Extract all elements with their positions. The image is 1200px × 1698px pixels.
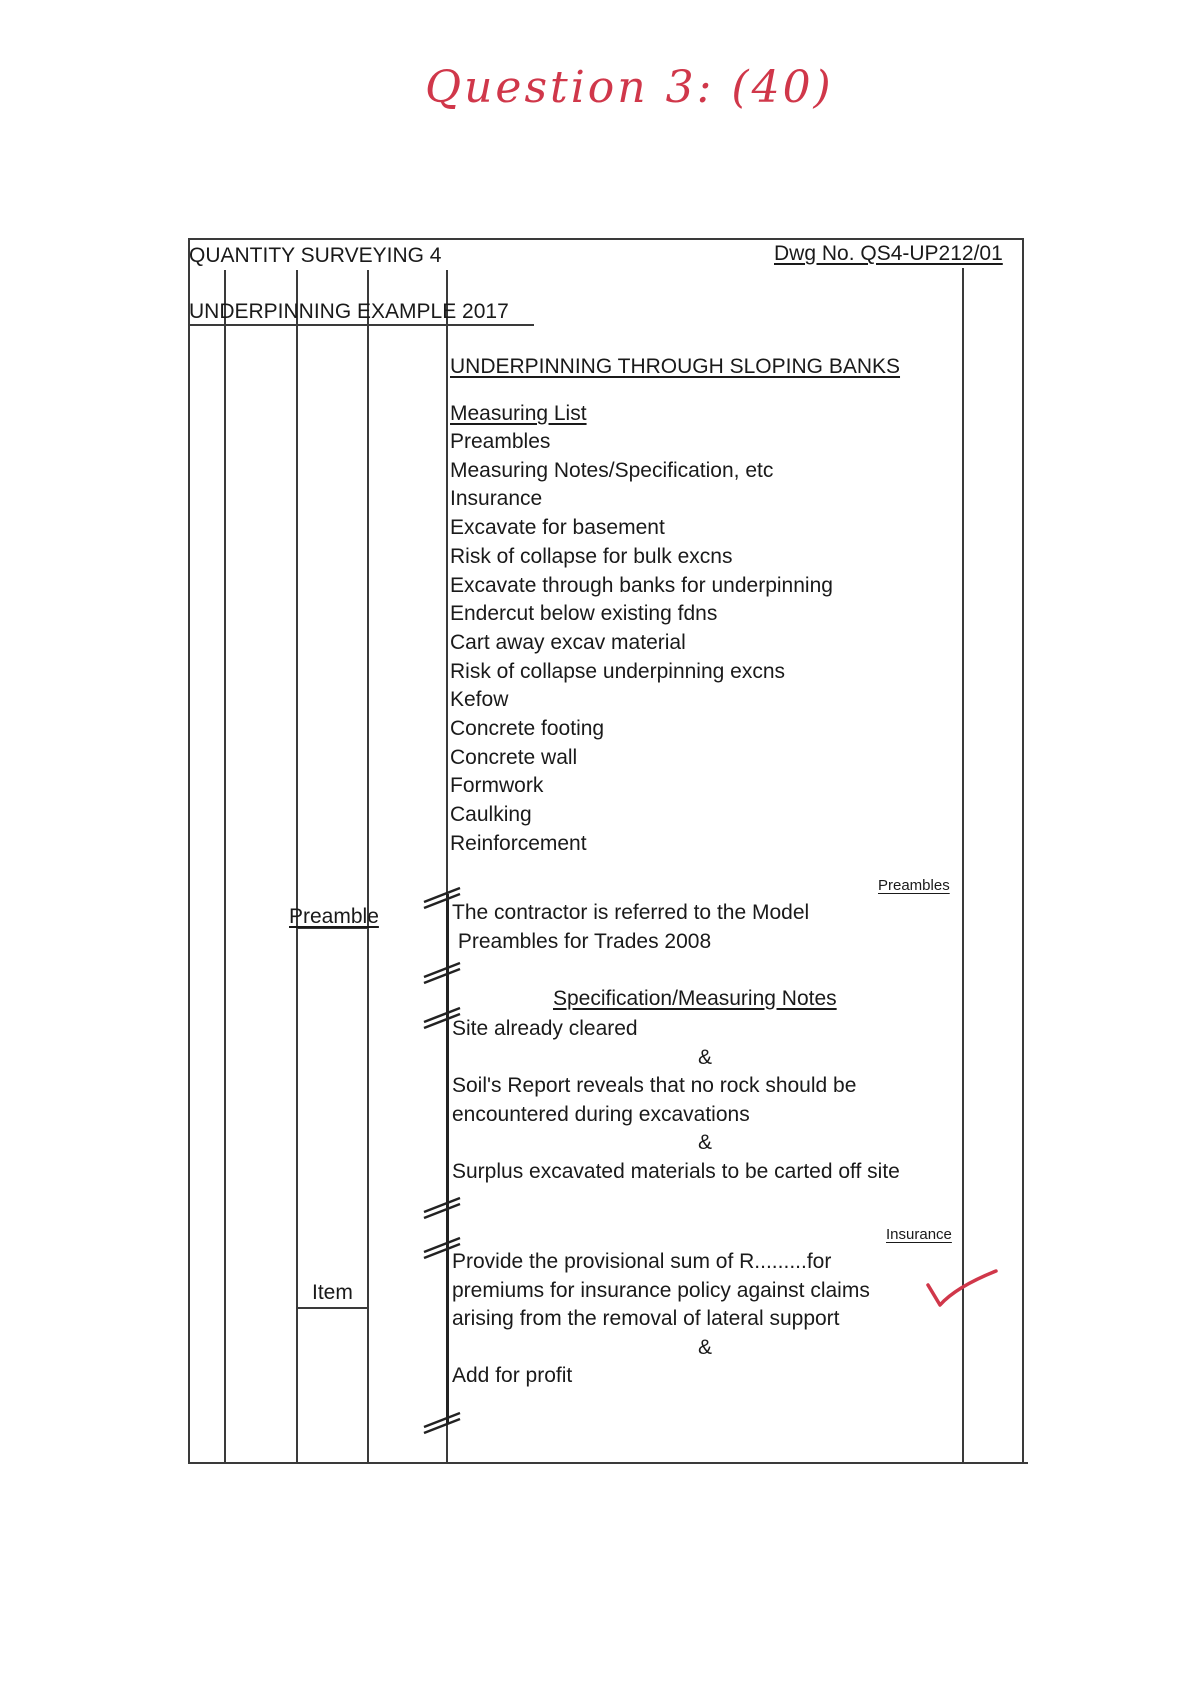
question-annotation: Question 3: (40) — [425, 62, 834, 113]
double-slash-marker-icon — [420, 955, 464, 985]
frame-bottom — [188, 1462, 1028, 1464]
red-check-mark-icon — [922, 1265, 1002, 1315]
col-line-7 — [1022, 238, 1024, 1464]
list-item: Reinforcement — [450, 831, 587, 855]
item-underline — [296, 1307, 368, 1309]
spec-line: Site already cleared — [452, 1017, 638, 1040]
list-item: Endercut below existing fdns — [450, 602, 718, 626]
insurance-line: premiums for insurance policy against claims — [452, 1279, 870, 1302]
col-line-4 — [367, 270, 369, 1464]
preambles-text — [452, 899, 809, 956]
list-item: Cart away excav material — [450, 630, 686, 654]
frame-top — [188, 238, 1024, 240]
list-item: Kefow — [450, 688, 509, 712]
double-slash-marker-icon — [420, 1190, 464, 1220]
section-title: UNDERPINNING THROUGH SLOPING BANKS — [450, 355, 901, 378]
example-title: UNDERPINNING EXAMPLE 2017 — [189, 300, 509, 323]
insurance-line: Add for profit — [452, 1364, 573, 1387]
col-line-1 — [188, 238, 190, 1464]
list-item: Risk of collapse for bulk excns — [450, 544, 733, 568]
list-item: Concrete footing — [450, 717, 605, 741]
double-slash-marker-icon — [420, 1405, 464, 1435]
spec-line: encountered during excavations — [452, 1103, 750, 1126]
list-item: Measuring Notes/Specification, etc — [450, 458, 774, 482]
spec-heading: Specification/Measuring Notes — [553, 987, 837, 1010]
course-title: QUANTITY SURVEYING 4 — [189, 244, 442, 267]
list-item: Insurance — [450, 487, 543, 511]
list-item: Caulking — [450, 803, 532, 827]
double-slash-marker-icon — [420, 1000, 464, 1030]
double-slash-marker-icon — [420, 1230, 464, 1260]
insurance-ampersand: & — [698, 1336, 713, 1359]
spec-ampersand: & — [698, 1046, 713, 1069]
preamble-unit-label: Preamble — [289, 905, 379, 928]
preambles-line: Preambles for Trades 2008 — [452, 929, 712, 953]
preambles-side-label: Preambles — [878, 877, 950, 894]
insurance-line: arising from the removal of lateral support — [452, 1307, 840, 1330]
list-item: Risk of collapse underpinning excns — [450, 659, 786, 683]
col-line-2 — [224, 270, 226, 1464]
double-slash-marker-icon — [420, 880, 464, 910]
spec-line: Surplus excavated materials to be carted off site — [452, 1160, 900, 1183]
list-item: Excavate for basement — [450, 516, 665, 540]
measuring-list — [450, 428, 833, 859]
insurance-line: Provide the provisional sum of R.........for — [452, 1250, 832, 1273]
list-item: Concrete wall — [450, 745, 578, 769]
insurance-side-label: Insurance — [886, 1226, 952, 1243]
spec-ampersand: & — [698, 1131, 713, 1154]
item-unit-label: Item — [312, 1281, 353, 1304]
drawing-number: Dwg No. QS4-UP212/01 — [774, 242, 1003, 265]
preambles-line: The contractor is referred to the Model — [452, 901, 810, 924]
measuring-list-heading: Measuring List — [450, 402, 587, 425]
col-line-3 — [296, 270, 298, 1464]
spec-line: Soil's Report reveals that no rock should be — [452, 1074, 857, 1097]
list-item: Formwork — [450, 774, 544, 798]
list-item: Preambles — [450, 430, 551, 453]
list-item: Excavate through banks for underpinning — [450, 573, 833, 597]
header-rule — [188, 324, 534, 326]
